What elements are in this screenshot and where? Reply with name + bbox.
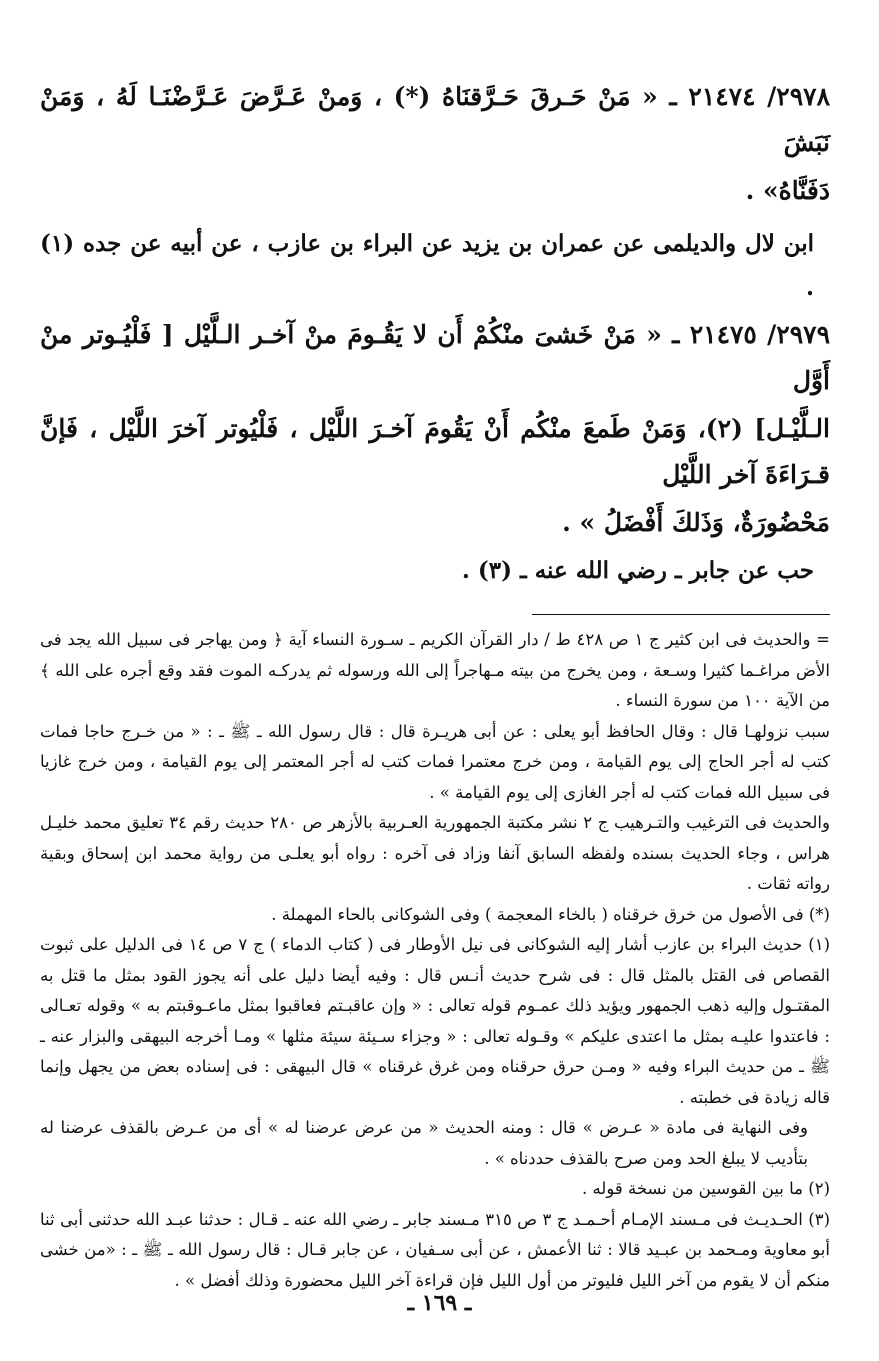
hadith-2978-line-2: دَفَنَّاهُ» . (745, 176, 830, 205)
main-text (40, 74, 830, 594)
footnote-1: (١) حديث البراء بن عازب أشار إليه الشوكانى فى نيل الأوطار فى ( كتاب الدماء ) ج ٧ ص ١٤ فى الدليل على ثبوت القصاص فى القتل بالمثل قال : فى شرح حديث أنـس قال : وفيه أيضا دليل على أنه يجوز القود بمثل ما قتل به المقتـول وإليه ذهب الجمهور ويؤيد ذلك عمـوم قوله تعالى : « وإن عاقبـتم فعاقبوا بمثل ماعـوقبتم به » وقوله تعـالى : فاعتدوا عليـه بمثل ما اعتدى عليكم » وقـوله تعالى : « وجزاء سـيئة سيئة مثلها » ومـا أخرجه البيهقى والبزار عنه ـ ﷺ ـ من حديث البراء وفيه « ومـن حرق حرقناه ومن غرق غرقناه » قال البيهقى : فى إسناده بعض من يجهل وإنما قاله زيادة فى خطبته . (40, 935, 830, 1107)
hadith-2979-line-3: مَحْضُورَةٌ، وَذَلكَ أَفْضَلُ » . (562, 508, 830, 537)
footnotes (40, 625, 830, 1296)
footnote-2: (٢) ما بين القوسين من نسخة قوله . (581, 1179, 830, 1198)
hadith-2978-line-1: ٢٩٧٨/ ٢١٤٧٤ ـ « مَنْ حَـرقَ حَـرَّقنَاهُ (*) ، وَمنْ عَـرَّضَ عَـرَّضْنَـا لَهُ ، وَمَنْ نَبَشَ (40, 82, 830, 157)
page-body (40, 72, 830, 1296)
source-2978: ابن لال والديلمى عن عمران بن يزيد عن البراء بن عازب ، عن أبيه عن جده (١) . (40, 230, 814, 301)
footnote-3: (٣) الحـديـث فى مـسند الإمـام أحـمـد ج ٣ ص ٣١٥ مـسند جابر ـ رضي الله عنه ـ قـال : حدثنا عبـد الله حدثنى أبى ثنا أبو معاوية ومـحمد بن عبـيد قالا : ثنا الأعمش ، عن أبى سـفيان ، عن جابر قـال : قال رسول الله ـ ﷺ ـ : «من خشى منكم أن لا يقوم من آخر الليل فليوتر من أول الليل فإن قراءة آخر الليل محضورة وذلك أفضل » . (40, 1209, 831, 1290)
page-number: ـ ١٦٩ ـ (407, 1290, 472, 1316)
footnote-star: (*) فى الأصول من خرق خرقناه ( بالخاء المعجمة ) وفى الشوكانى بالحاء المهملة . (271, 904, 830, 924)
footnote-continuation-2: سبب نزولهـا قال : وقال الحافظ أبو يعلى : عن أبى هريـرة قال : قال رسول الله ـ ﷺ ـ : « من خـرج حاجا فمات كتب له أجر الحاج إلى يوم القيامة ، ومن خرج معتمرا فمات كتب له أجر المعتمر إلى يوم القيامة ، ومن خرج غازيا فى سبيل الله فمات كتب له أجر الغازى إلى يوم القيامة » . (40, 721, 830, 802)
hadith-2979-line-2: الـلَّيْـل] (٢)، وَمَنْ طَمعَ منْكُم أَنْ يَقُومَ آخـرَ اللَّيْل ، فَلْيُوتر آخرَ اللَّيْل ، فَإنَّ قـرَاءَةَ آخر اللَّيْل (40, 414, 830, 489)
footnote-divider (532, 614, 830, 615)
footnote-continuation-1: = والحديث فى ابن كثير ج ١ ص ٤٢٨ ط / دار القرآن الكريم ـ سـورة النساء آية ﴿ ومن يهاجر فى سبيل الله يجد فى الأض مراغـما كثيرا وسـعة ، ومن يخرج من بيته مـهاجراً إلى الله ورسوله ثم يدركـه الموت فقد وقع أجره على الله ﴾من الآية ١٠٠ من سورة النساء . (40, 630, 830, 710)
source-2979: حب عن جابر ـ رضي الله عنه ـ (٣) . (461, 557, 814, 584)
footnote-1-continued: وفى النهاية فى مادة « عـرض » قال : ومنه الحديث « من عرض عرضنا له » أى من عـرض بالقذف عرضنا له بتأديب لا يبلغ الحد ومن صرح بالقذف حددناه » . (40, 1118, 808, 1168)
hadith-2979-line-1: ٢٩٧٩/ ٢١٤٧٥ ـ « مَنْ خَشىَ منْكُمْ أَن لا يَقُـومَ منْ آخـر الـلَّيْل [ فَلْيُـوتر منْ أَوَّل (40, 320, 830, 395)
footnote-continuation-3: والحديث فى الترغيب والتـرهيب ج ٢ نشر مكتبة الجمهورية العـربية بالأزهر ص ٢٨٠ حديث رقم ٣٤ تعليق محمد خليـل هراس ، وجاء الحديث بسنده ولفظه السابق آنفا وزاد فى آخره : رواه أبو يعلـى من رواية محمد ابن إسحاق وبقية رواته ثقات . (40, 813, 830, 893)
